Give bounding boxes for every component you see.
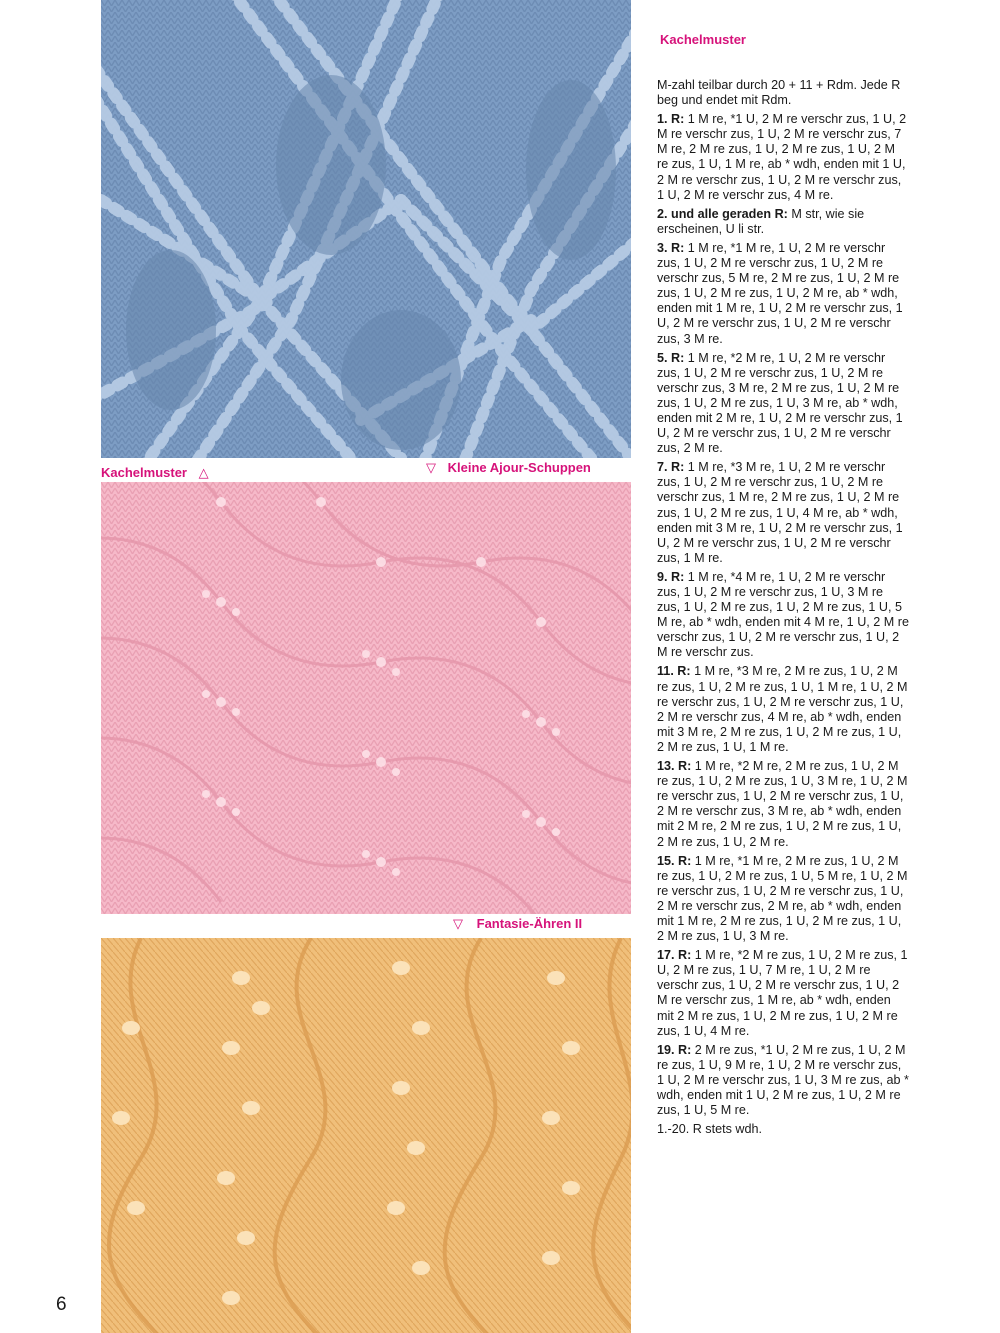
instruction-row-text: 2 M re zus, *1 U, 2 M re zus, 1 U, 2 M re zus, 1 U, 9 M re, 1 U, 2 M re verschr zus, 1 U, 2 M re verschr zus, 1 U, 3 M re zus, ab * wdh, enden mit 1 U, 2 M re zus, 1 U, 2 M re zus, 1 U, 5 M re.	[657, 1042, 909, 1118]
caption-kleine-ajour-schuppen	[426, 460, 591, 476]
instruction-row-label: 13. R:	[657, 759, 692, 774]
caption-fantasie-aehren-label: Fantasie-Ähren II	[476, 916, 583, 931]
instruction-row-label: 2. und alle geraden R:	[657, 206, 788, 221]
instruction-rows	[657, 112, 909, 1118]
instruction-row	[657, 664, 909, 755]
instruction-row-label: 3. R:	[657, 240, 685, 255]
instructions-title: Kachelmuster	[660, 32, 746, 47]
triangle-down-icon: ▽	[426, 460, 436, 475]
instruction-row-label: 7. R:	[657, 460, 685, 475]
instruction-row-text: 1 M re, *2 M re, 2 M re zus, 1 U, 2 M re zus, 1 U, 2 M re zus, 1 U, 3 M re, 1 U, 2 M re verschr zus, 1 U, 2 M re verschr zus, 1 U, 2 M re verschr zus, 3 M re, ab * wdh, enden mit 2 M re, 2 M re zus, 1 U, 2 M re zus, 1 U, 2 M re zus, 1 U, 2 M re.	[657, 759, 908, 849]
instructions-closing: 1.-20. R stets wdh.	[657, 1122, 762, 1137]
instructions-text-column	[657, 78, 909, 1141]
instruction-row-label: 17. R:	[657, 948, 692, 963]
instruction-row-label: 15. R:	[657, 853, 692, 868]
instruction-row-label: 11. R:	[657, 664, 691, 679]
triangle-up-icon: △	[198, 465, 209, 480]
photo-kleine-ajour-schuppen-swatch	[101, 482, 631, 914]
instruction-row	[657, 112, 909, 203]
triangle-down-icon: ▽	[453, 916, 463, 931]
instruction-row-text: 1 M re, *1 M re, 2 M re zus, 1 U, 2 M re zus, 1 U, 2 M re zus, 1 U, 5 M re, 1 U, 2 M re verschr zus, 1 U, 2 M re verschr zus, 1 U, 2 M re verschr zus, 2 M re, ab * wdh, enden mit 1 M re, 2 M re zus, 1 U, 2 M re zus, 1 U, 2 M re zus, 1 U, 3 M re.	[657, 853, 908, 944]
photo-kachelmuster-swatch	[101, 0, 631, 458]
instruction-row-label: 5. R:	[657, 350, 685, 365]
caption-fantasie-aehren	[453, 916, 582, 932]
instruction-row-text: 1 M re, *4 M re, 1 U, 2 M re verschr zus, 1 U, 2 M re verschr zus, 1 U, 3 M re zus, 1 U, 2 M re zus, 1 U, 2 M re zus, 1 U, 5 M re, ab * wdh, enden mit 4 M re, 1 U, 2 M re verschr zus, 1 U, 2 M re verschr zus, 1 U, 2 M re verschr zus.	[657, 569, 909, 660]
instructions-intro: M-zahl teilbar durch 20 + 11 + Rdm. Jede R beg und endet mit Rdm.	[657, 78, 901, 108]
pink-lace-knit-image	[101, 482, 631, 914]
blue-lace-knit-image	[101, 0, 631, 458]
instruction-row	[657, 948, 909, 1039]
instruction-row	[657, 351, 909, 457]
instruction-row-text: 1 M re, *1 M re, 1 U, 2 M re verschr zus, 1 U, 2 M re verschr zus, 1 U, 2 M re verschr zus, 5 M re, 2 M re zus, 1 U, 2 M re zus, 1 U, 2 M re zus, 1 U, 2 M re, ab * wdh, enden mit 1 M re, 1 U, 2 M re verschr zus, 1 U, 2 M re verschr zus, 1 U, 2 M re verschr zus, 3 M re.	[657, 240, 903, 346]
orange-lace-knit-image	[101, 938, 631, 1333]
instruction-row-label: 9. R:	[657, 569, 685, 584]
caption-kachelmuster-label: Kachelmuster	[101, 465, 187, 480]
instruction-row	[657, 759, 909, 850]
instruction-row-label: 1. R:	[657, 112, 685, 127]
instruction-row-text: 1 M re, *2 M re zus, 1 U, 2 M re zus, 1 U, 2 M re zus, 1 U, 7 M re, 1 U, 2 M re verschr zus, 1 U, 2 M re verschr zus, 1 U, 2 M re verschr zus, 1 M re, ab * wdh, enden mit 2 M re zus, 1 U, 2 M re zus, 1 U, 2 M re zus, 1 U, 4 M re.	[657, 948, 908, 1038]
photo-fantasie-aehren-swatch	[101, 938, 631, 1333]
instruction-row-text: 1 M re, *2 M re, 1 U, 2 M re verschr zus, 1 U, 2 M re verschr zus, 1 U, 2 M re verschr zus, 3 M re, 2 M re zus, 1 U, 2 M re zus, 1 U, 2 M re zus, 1 U, 3 M re, ab * wdh, enden mit 2 M re, 1 U, 2 M re verschr zus, 1 U, 2 M re verschr zus, 1 U, 2 M re verschr zus, 2 M re.	[657, 350, 903, 456]
page-number: 6	[56, 1294, 67, 1315]
instruction-row	[657, 854, 909, 945]
instruction-row-text: M str, wie sie erscheinen, U li str.	[657, 206, 865, 236]
caption-kleine-ajour-schuppen-label: Kleine Ajour-Schuppen	[447, 460, 591, 475]
instruction-row	[657, 241, 909, 347]
instruction-row	[657, 1043, 909, 1118]
instruction-row-text: 1 M re, *3 M re, 1 U, 2 M re verschr zus, 1 U, 2 M re verschr zus, 1 U, 2 M re verschr zus, 1 M re, 2 M re zus, 1 U, 2 M re zus, 1 U, 2 M re zus, 1 U, 4 M re, ab * wdh, enden mit 3 M re, 1 U, 2 M re verschr zus, 1 U, 2 M re verschr zus, 1 U, 2 M re verschr zus, 1 M re.	[657, 460, 903, 565]
instruction-row	[657, 207, 909, 237]
instruction-row	[657, 570, 909, 661]
caption-kachelmuster	[101, 465, 209, 481]
instruction-row-label: 19. R:	[657, 1042, 692, 1057]
instruction-row-text: 1 M re, *3 M re, 2 M re zus, 1 U, 2 M re zus, 1 U, 2 M re zus, 1 U, 1 M re, 1 U, 2 M re verschr zus, 1 U, 2 M re verschr zus, 1 U, 2 M re verschr zus, 4 M re, ab * wdh, enden mit 3 M re, 2 M re zus, 1 U, 2 M re zus, 1 U, 2 M re zus, 1 U, 1 M re.	[657, 664, 908, 754]
instruction-row-text: 1 M re, *1 U, 2 M re verschr zus, 1 U, 2 M re verschr zus, 1 U, 2 M re verschr zus, 7 M re, 2 M re zus, 1 U, 2 M re zus, 1 U, 2 M re zus, 1 U, 1 M re, ab * wdh, enden mit 1 U, 2 M re verschr zus, 1 U, 2 M re verschr zus, 1 U, 2 M re verschr zus, 4 M re.	[657, 112, 907, 202]
instruction-row	[657, 460, 909, 566]
